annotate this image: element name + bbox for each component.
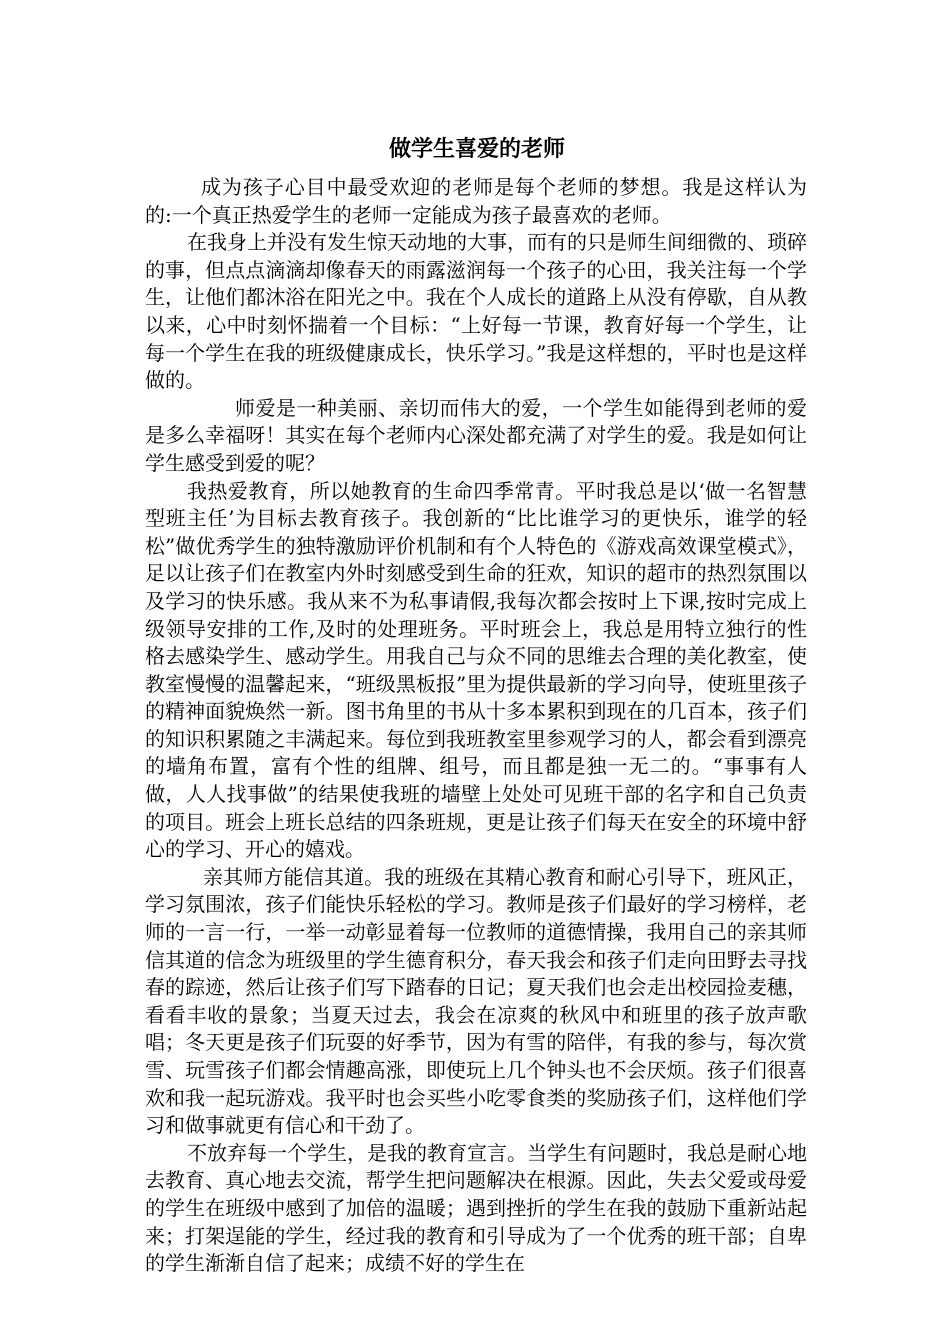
paragraph-6: 不放弃每一个学生，是我的教育宣言。当学生有问题时，我总是耐心地去教育、真心地去交流，帮学生把问题解决在根源。因此，失去父爱或母爱的学生在班级中感到了加倍的温暖；遇到挫折的学生在我的鼓励下重新站起来；打架逞能的学生，经过我的教育和引导成为了一个优秀的班干部；自卑的学生渐渐自信了起来；成绩不好的学生在	[145, 1140, 807, 1276]
paragraph-4: 我热爱教育，所以她教育的生命四季常青。平时我总是以‘做一名智慧型班主任’为目标去教育孩子。我创新的“比比谁学习的更快乐，谁学的轻松”做优秀学生的独特激励评价机制和有个人特色的《游戏高效课堂模式》，足以让孩子们在教室内外时刻感受到生命的狂欢，知识的超市的热烈氛围以及学习的快乐感。我从来不为私事请假,我每次都会按时上下课,按时完成上级领导安排的工作,及时的处理班务。平时班会上，我总是用特立独行的性格去感染学生、感动学生。用我自己与众不同的思维去合理的美化教室，使教室慢慢的温馨起来，“班级黑板报”里为提供最新的学习向导，使班里孩子的精神面貌焕然一新。图书角里的书从十多本累积到现在的几百本，孩子们的知识积累随之丰满起来。每位到我班教室里参观学习的人，都会看到漂亮的墙角布置，富有个性的组牌、组号，而且都是独一无二的。“事事有人做，人人找事做”的结果使我班的墙壁上处处可见班干部的名字和自己负责的项目。班会上班长总结的四条班规，更是让孩子们每天在安全的环境中舒心的学习、开心的嬉戏。	[145, 478, 807, 862]
document-page	[145, 130, 807, 1278]
document-title: 做学生喜爱的老师	[388, 137, 565, 162]
paragraph-2: 在我身上并没有发生惊天动地的大事，而有的只是师生间细微的、琐碎的事，但点点滴滴却像春天的雨露滋润每一个孩子的心田，我关注每一个学生，让他们都沐浴在阳光之中。我在个人成长的道路上从没有停歇，自从教以来，心中时刻怀揣着一个目标：“上好每一节课，教育好每一个学生，让每一个学生在我的班级健康成长，快乐学习。”我是这样想的，平时也是这样做的。	[145, 230, 807, 393]
paragraph-1: 成为孩子心目中最受欢迎的老师是每个老师的梦想。我是这样认为的:一个真正热爱学生的老师一定能成为孩子最喜欢的老师。	[145, 175, 807, 227]
paragraph-5: 亲其师方能信其道。我的班级在其精心教育和耐心引导下，班风正，学习氛围浓，孩子们能快乐轻松的学习。教师是孩子们最好的学习榜样，老师的一言一行，一举一动彰显着每一位教师的道德情操，我用自己的亲其师信其道的信念为班级里的学生德育积分，春天我会和孩子们走向田野去寻找春的踪迹，然后让孩子们写下踏春的日记；夏天我们也会走出校园捡麦穗，看看丰收的景象；当夏天过去，我会在凉爽的秋风中和班里的孩子放声歌唱；冬天更是孩子们玩耍的好季节，因为有雪的陪伴，有我的参与，每次赏雪、玩雪孩子们都会情趣高涨，即使玩上几个钟头也不会厌烦。孩子们很喜欢和我一起玩游戏。我平时也会买些小吃零食类的奖励孩子们，这样他们学习和做事就更有信心和干劲了。	[145, 864, 807, 1138]
paragraph-3: 师爱是一种美丽、亲切而伟大的爱，一个学生如能得到老师的爱是多么幸福呀！其实在每个老师内心深处都充满了对学生的爱。我是如何让学生感受到爱的呢？	[145, 395, 807, 475]
